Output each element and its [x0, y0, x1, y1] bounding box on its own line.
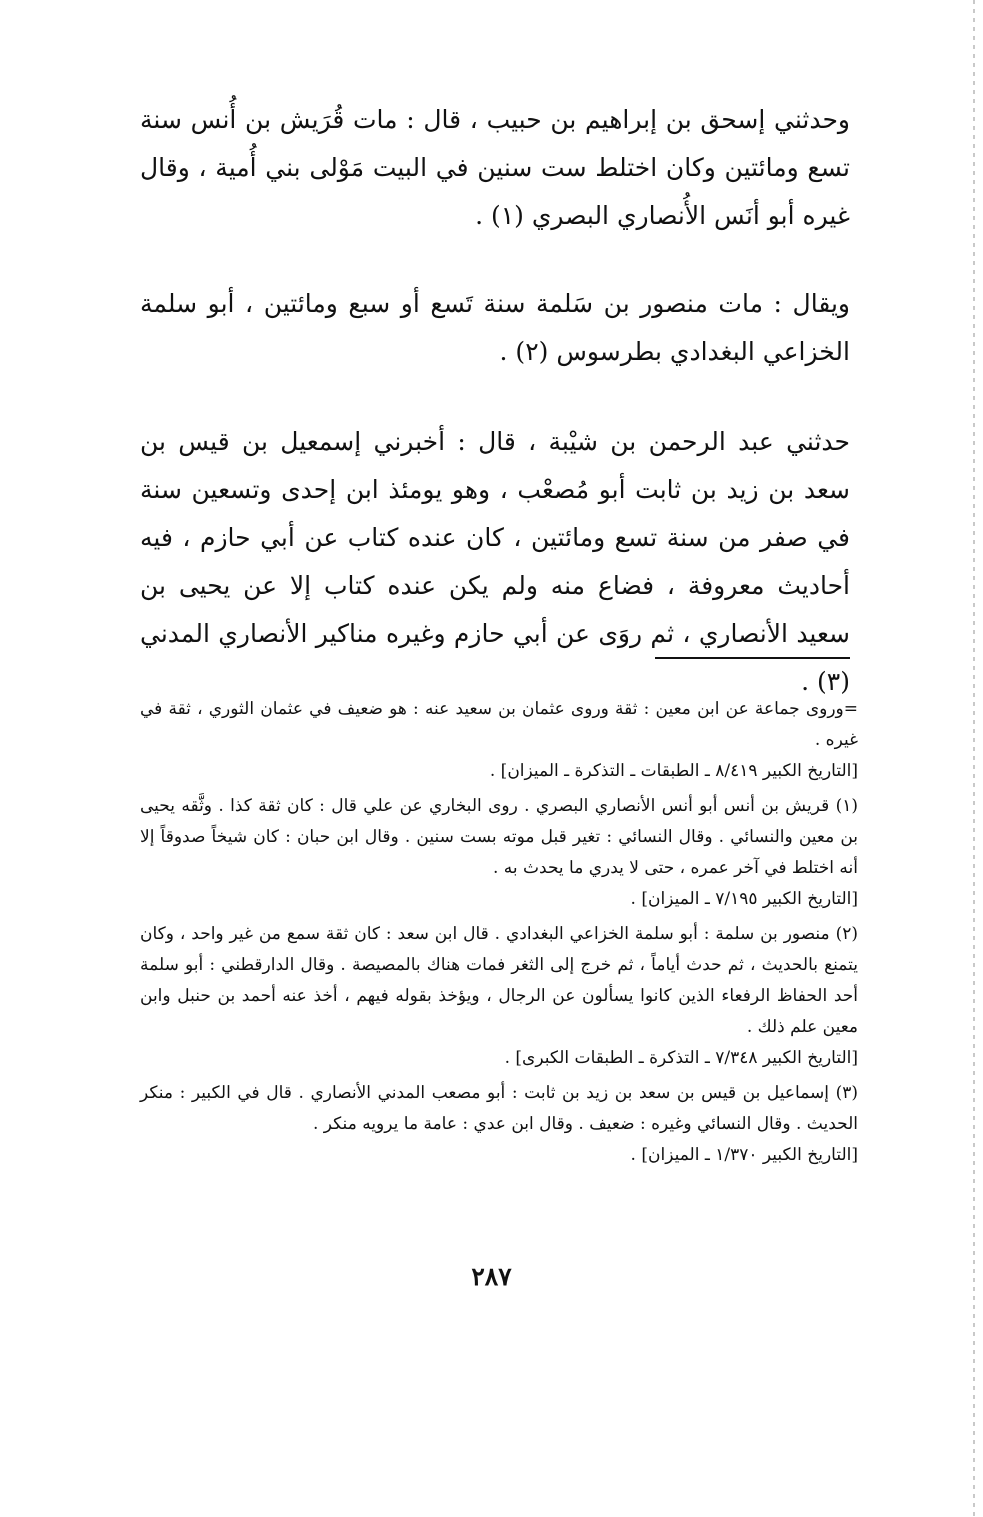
- footnote-text: (١) قريش بن أنس أبو أنس الأنصاري البصري . روى البخاري عن علي قال : كان ثقة كذا . وثَّقه يحيى بن معين والنسائي . وقال النسائي : تغير قبل موته بست سنين . وقال ابن حبان : كان شيخاً صدوقاً إلا أنه اختلط في آخر عمره ، حتى لا يدري ما يحدث به .: [140, 796, 858, 878]
- footnote-reference: [التاريخ الكبير ١/٣٧٠ ـ الميزان] .: [630, 1145, 858, 1165]
- footnote-text: (٣) إسماعيل بن قيس بن سعد بن زيد بن ثابت : أبو مصعب المدني الأنصاري . قال في الكبير : منكر الحديث . وقال النسائي وغيره : ضعيف . وقال ابن عدي : عامة ما يرويه منكر .: [140, 1083, 858, 1134]
- footnote-text: =وروى جماعة عن ابن معين : ثقة وروى عثمان بن سعيد عنه : هو ضعيف في عثمان الثوري ، ثقة في غيره .: [140, 699, 858, 750]
- footnote-reference: [التاريخ الكبير ٨/٤١٩ ـ الطبقات ـ التذكرة ـ الميزان] .: [489, 761, 858, 781]
- footnote-2: [140, 919, 858, 1074]
- footnote-reference: [التاريخ الكبير ٧/١٩٥ ـ الميزان] .: [630, 889, 858, 909]
- footnotes: [140, 694, 858, 1175]
- footnote-continuation: [140, 694, 858, 787]
- footnote-1: [140, 791, 858, 915]
- main-paragraph: ويقال : مات منصور بن سَلمة سنة تَسع أو سبع ومائتين ، أبو سلمة الخزاعي البغدادي بطرسوس (٢) .: [140, 289, 850, 366]
- page-number: ٢٨٧: [471, 1262, 512, 1291]
- main-paragraph: حدثني عبد الرحمن بن شيْبة ، قال : أخبرني إسمعيل بن قيس بن سعد بن زيد بن ثابت أبو مُصعْب ، وهو يومئذ ابن إحدى وتسعين سنة في صفر من سنة تسع ومائتين ، كان عنده كتاب عن أبي حازم ، فيه أحاديث معروفة ، فضاع منه ولم يكن عنده كتاب إلا عن يحيى بن سعيد الأنصاري ، ثم روَى عن أبي حازم وغيره مناكير الأنصاري المدني (٣) .: [140, 427, 850, 696]
- footnote-3: [140, 1078, 858, 1171]
- main-text: [140, 96, 850, 706]
- main-paragraph: وحدثني إسحق بن إبراهيم بن حبيب ، قال : مات قُرَيش بن أُنس سنة تسع ومائتين وكان اختلط ست سنين في البيت مَوْلى بني أُمية ، وقال غيره أبو أنَس الأُنصاري البصري (١) .: [140, 105, 850, 230]
- footnote-text: (٢) منصور بن سلمة : أبو سلمة الخزاعي البغدادي . قال ابن سعد : كان ثقة سمع من غير واحد ، وكان يتمنع بالحديث ، ثم حدث أياماً ، ثم خرج إلى الثغر فمات هناك بالمصيصة . وقال الدارقطني : أبو سلمة أحد الحفاظ الرفعاء الذين كانوا يسألون عن الرجال ، ويؤخذ بقوله فيهم ، أخذ عنه أحمد بن حنبل وابن معين علم ذلك .: [140, 924, 858, 1037]
- footnote-separator: [655, 657, 850, 659]
- footnote-reference: [التاريخ الكبير ٧/٣٤٨ ـ التذكرة ـ الطبقات الكبرى] .: [504, 1048, 858, 1068]
